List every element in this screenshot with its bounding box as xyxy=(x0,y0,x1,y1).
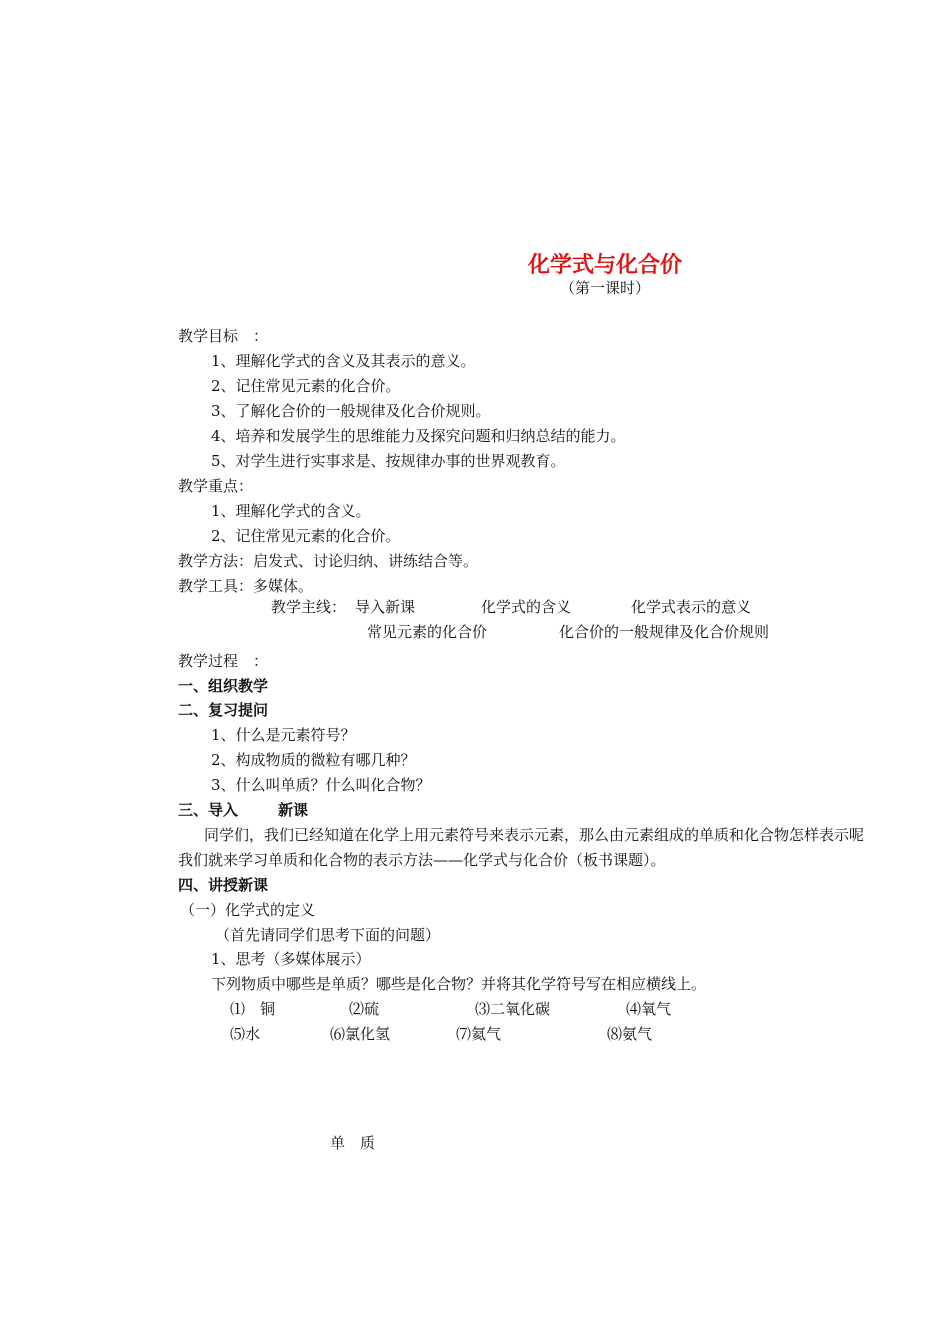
substance-item: ⑺氦气 xyxy=(456,1025,502,1043)
document-title: 化学式与化合价 xyxy=(527,253,682,278)
objective-item: 3、了解化合价的一般规律及化合价规则。 xyxy=(211,402,491,420)
substance-item: ⑸水 xyxy=(230,1025,261,1043)
document-subtitle: （第一课时） xyxy=(559,279,650,297)
intro-paragraph: 同学们，我们已经知道在化学上用元素符号来表示元素，那么由元素组成的单质和化合物怎样表示呢 xyxy=(204,826,865,844)
teaching-tools: 教学工具：多媒体。 xyxy=(178,577,314,595)
question-text: 下列物质中哪些是单质？哪些是化合物？并将其化学符号写在相应横线上。 xyxy=(211,975,707,993)
objective-item: 2、记住常见元素的化合价。 xyxy=(211,377,401,395)
substance-item: ⑷氧气 xyxy=(626,1000,672,1018)
substance-item: ⑵硫 xyxy=(349,1000,380,1018)
section-heading: 四、讲授新课 xyxy=(178,876,269,894)
section-heading-continued: 新课 xyxy=(278,801,309,819)
instruction-note: （首先请同学们思考下面的问题） xyxy=(215,926,441,944)
mainline-step: 化合价的一般规律及化合价规则 xyxy=(559,623,770,641)
intro-paragraph-continued: 我们就来学习单质和化合物的表示方法——化学式与化合价（板书课题）。 xyxy=(178,851,666,869)
objective-item: 4、培养和发展学生的思维能力及探究问题和归纳总结的能力。 xyxy=(211,427,626,445)
review-question: 3、什么叫单质？什么叫化合物？ xyxy=(211,776,431,794)
process-heading: 教学过程 ： xyxy=(178,652,269,670)
section-heading: 三、导入 xyxy=(178,801,239,819)
teaching-method: 教学方法：启发式、讨论归纳、讲练结合等。 xyxy=(178,552,479,570)
substance-item: ⑻氨气 xyxy=(607,1025,653,1043)
key-point-item: 2、记住常见元素的化合价。 xyxy=(211,527,401,545)
objective-item: 1、理解化学式的含义及其表示的意义。 xyxy=(211,352,476,370)
mainline-step: 导入新课 xyxy=(355,598,416,616)
section-heading: 二、复习提问 xyxy=(178,701,269,719)
single-substance-label: 单 质 xyxy=(330,1134,376,1152)
mainline-step: 常见元素的化合价 xyxy=(367,623,488,641)
key-point-item: 1、理解化学式的含义。 xyxy=(211,502,371,520)
section-heading: 一、组织教学 xyxy=(178,677,269,695)
objectives-heading: 教学目标 ： xyxy=(178,327,269,345)
review-question: 1、什么是元素符号？ xyxy=(211,726,356,744)
review-question: 2、构成物质的微粒有哪几种？ xyxy=(211,751,416,769)
objective-item: 5、对学生进行实事求是、按规律办事的世界观教育。 xyxy=(211,452,566,470)
substance-item: ⑶二氧化碳 xyxy=(475,1000,551,1018)
mainline-step: 化学式表示的意义 xyxy=(631,598,752,616)
key-points-heading: 教学重点： xyxy=(178,477,254,495)
mainline-step: 化学式的含义 xyxy=(481,598,572,616)
think-item: 1、思考（多媒体展示） xyxy=(211,950,371,968)
substance-item: ⑹氯化氢 xyxy=(330,1025,391,1043)
substance-item: ⑴ 铜 xyxy=(230,1000,276,1018)
mainline-label: 教学主线： xyxy=(271,598,347,616)
subsection-heading: （一）化学式的定义 xyxy=(180,901,316,919)
